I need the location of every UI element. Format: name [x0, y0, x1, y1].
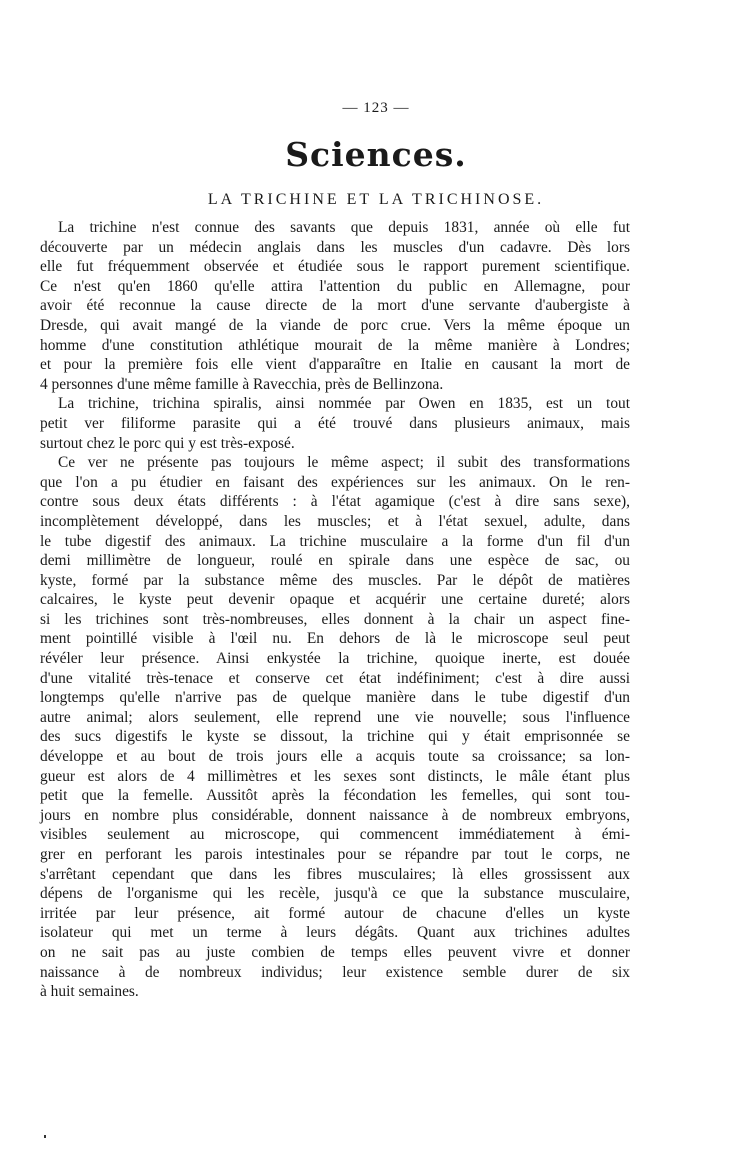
text-line: d'une vitalité très-tenace et conserve cet état indéfiniment; c'est à dire aussi [40, 669, 630, 687]
text-line: naissance à de nombreux individus; leur existence semble durer de six [40, 963, 630, 981]
text-line: dépens de l'organisme qui les recèle, jusqu'à ce que la substance musculaire, [40, 885, 630, 903]
text-line: on ne sait pas au juste combien de temps elles peuvent vivre et donner [40, 943, 630, 961]
text-line: 4 personnes d'une même famille à Ravecchia, près de Bellinzona. [40, 375, 444, 393]
page-number: — 123 — [342, 100, 410, 116]
text-line: kyste, formé par la substance même des muscles. Par le dépôt de matières [40, 571, 630, 589]
text-line: à huit semaines. [40, 983, 139, 1001]
text-line: La trichine n'est connue des savants que depuis 1831, année où elle fut [58, 219, 630, 236]
text-line: La trichine, trichina spiralis, ainsi nommée par Owen en 1835, est un tout [58, 395, 630, 413]
text-line: longtemps qu'elle n'arrive pas de quelque manière dans le tube digestif d'un [40, 689, 630, 707]
text-line: petit que la femelle. Aussitôt après la fécondation les femelles, qui sont tou- [40, 787, 630, 805]
text-line: isolateur qui met un terme à leurs dégâts. Quant aux trichines adultes [40, 924, 630, 942]
text-line: gueur est alors de 4 millimètres et les sexes sont distincts, le mâle étant plus [40, 767, 630, 785]
text-line: jours en nombre plus considérable, donnent naissance à de nombreux embryons, [40, 806, 630, 824]
text-line: le tube digestif des animaux. La trichine musculaire a la forme d'un fil d'un [40, 532, 630, 550]
text-line: ment pointillé visible à l'œil nu. En dehors de là le microscope seul peut [40, 630, 630, 648]
text-line: développe et au bout de trois jours elle a acquis toute sa croissance; sa lon- [40, 748, 630, 766]
text-line: contre sous deux états différents : à l'état agamique (c'est à dire sans sexe), [40, 493, 630, 511]
text-line: Ce ver ne présente pas toujours le même aspect; il subit des transformations [58, 454, 630, 472]
article-body [40, 218, 630, 1002]
text-line: irritée par leur présence, ait formé autour de chacune d'elles un kyste [40, 904, 630, 922]
text-line: surtout chez le porc qui y est très-exposé. [40, 434, 295, 452]
text-line: petit ver filiforme parasite qui a été trouvé dans plusieurs animaux, mais [40, 414, 630, 432]
text-line: si les trichines sont très-nombreuses, elles donnent à la chair un aspect fine- [40, 610, 630, 628]
text-line: avoir été reconnue la cause directe de la mort d'une servante d'aubergiste à [40, 297, 630, 315]
text-line: incomplètement développé, dans les muscles; et à l'état sexuel, adulte, dans [40, 512, 630, 530]
text-line: que l'on a pu étudier en faisant des expériences sur les animaux. On le ren- [40, 473, 630, 491]
text-line: autre animal; alors seulement, elle reprend une vie nouvelle; sous l'influence [40, 708, 630, 726]
text-line: et pour la première fois elle vient d'apparaître en Italie en causant la mort de [40, 356, 630, 374]
text-line: visibles seulement au microscope, qui commencent immédiatement à émi- [40, 826, 630, 844]
text-line: Dresde, qui avait mangé de la viande de porc crue. Vers la même époque un [40, 316, 630, 334]
text-line: homme d'une constitution athlétique mourait de la même manière à Londres; [40, 336, 630, 354]
text-line: grer en perforant les parois intestinales pour se répandre par tout le corps, ne [40, 846, 630, 863]
text-line: découverte par un médecin anglais dans les muscles d'un cadavre. Dès lors [40, 238, 630, 256]
text-line: s'arrêtant cependant que dans les fibres musculaires; là elles grossissent aux [40, 865, 630, 883]
text-line: Ce n'est qu'en 1860 qu'elle attira l'attention du public en Allemagne, pour [40, 277, 630, 295]
article-title: LA TRICHINE ET LA TRICHINOSE. [207, 191, 545, 208]
text-line: demi millimètre de longueur, roulé en spirale dans une espèce de sac, ou [40, 552, 630, 570]
scan-speck [44, 1135, 46, 1138]
text-line: elle fut fréquemment observée et étudiée sous le rapport purement scientifique. [40, 258, 630, 276]
text-line: des sucs digestifs le kyste se dissout, la trichine qui y était emprisonnée se [40, 728, 630, 746]
section-title: Sciences. [285, 135, 467, 174]
text-line: calcaires, le kyste peut devenir opaque et acquérir une certaine dureté; alors [40, 591, 630, 609]
text-line: révéler leur présence. Ainsi enkystée la trichine, quoique inerte, est douée [40, 650, 630, 668]
